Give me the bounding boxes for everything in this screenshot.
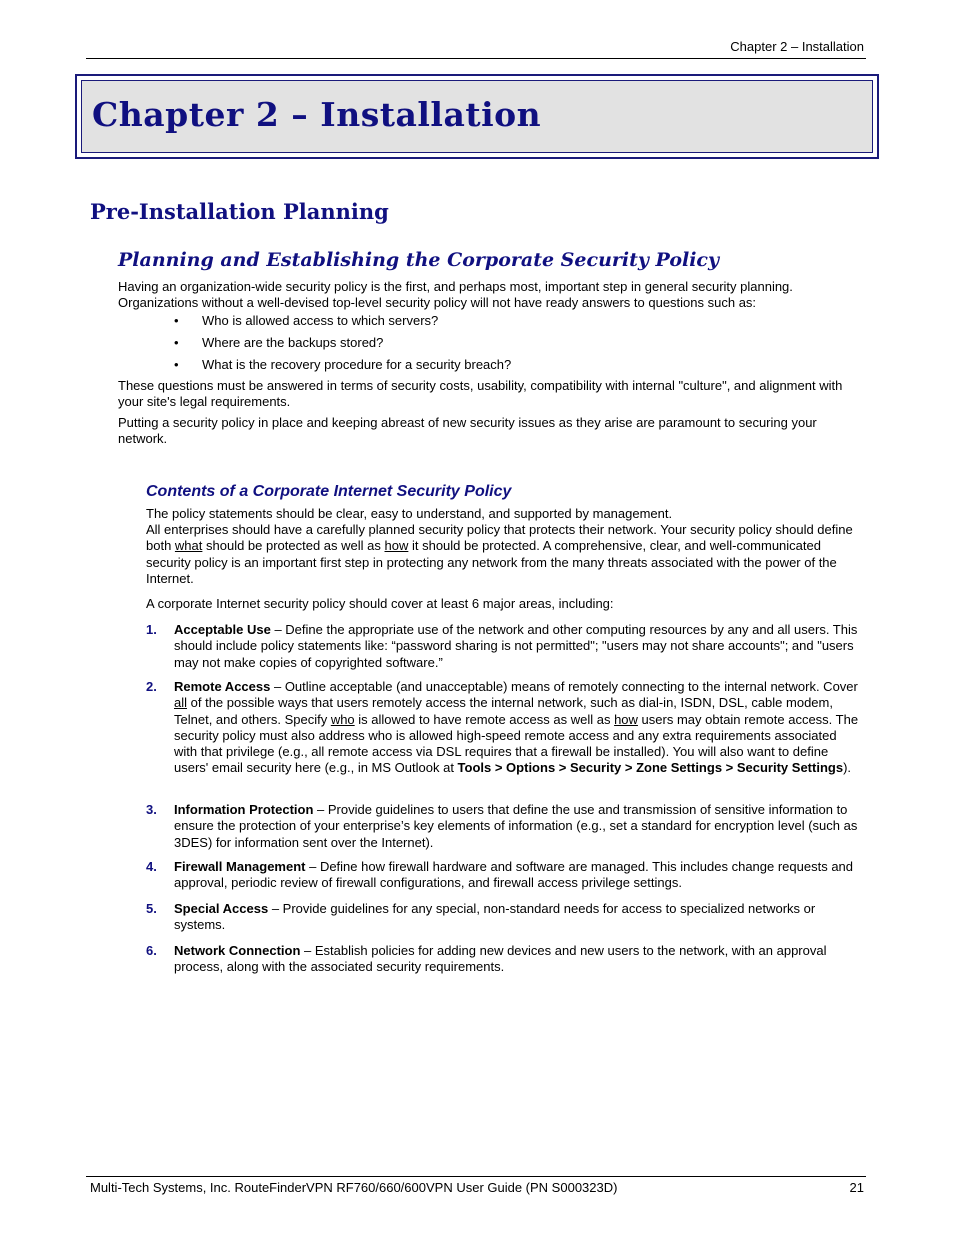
list-item: • What is the recovery procedure for a security breach? [174, 357, 512, 372]
section-heading: Pre-Installation Planning [90, 199, 389, 224]
list-item: • Where are the backups stored? [174, 335, 384, 350]
paragraph-questions: These questions must be answered in terms of security costs, usability, compatibility with internal "culture", and alignment with your site's legal requirements. [118, 378, 843, 410]
footer-rule [86, 1176, 866, 1177]
policy-item-acceptable-use: 1. Acceptable Use – Define the appropriate use of the network and other computing resources by any and all users. This should include policy statements like: “password sharing is not permitted"; "users may not share accounts"; and "users may not make copies of copyrighted software.” [146, 622, 858, 670]
policy-item-firewall-management: 4. Firewall Management – Define how firewall hardware and software are managed. This includes change requests and approval, periodic review of firewall configurations, and firewall access privilege settings. [146, 859, 854, 891]
contents-heading: Contents of a Corporate Internet Security Policy [146, 483, 512, 500]
bullet-icon: • [174, 335, 179, 350]
underlined-how: how [384, 538, 409, 554]
chapter-title-box [75, 74, 879, 159]
subsection-heading: Planning and Establishing the Corporate Security Policy [118, 249, 720, 271]
bullet-icon: • [174, 313, 179, 328]
bullet-icon: • [174, 357, 179, 372]
footer-text: Multi-Tech Systems, Inc. RouteFinderVPN RF760/660/600VPN User Guide (PN S000323D) [90, 1180, 618, 1195]
chapter-title: Chapter 2 – Installation [92, 95, 542, 134]
paragraph-policy: Putting a security policy in place and keeping abreast of new security issues as they arise are paramount to securing your network. [118, 415, 817, 447]
contents-paragraph: All enterprises should have a carefully planned security policy that protects their network. Your security policy should define both what should be protected as well as how it should be protected. A comprehensive, clear, and well-communicated security policy is an important first step in protecting any network from the many threats associated with the power of the Internet. [146, 522, 853, 586]
header-rule [86, 58, 866, 59]
question-list [174, 313, 511, 379]
contents-line1: The policy statements should be clear, easy to understand, and supported by management. [146, 506, 673, 521]
page-number: 21 [849, 1180, 864, 1195]
list-item: • Who is allowed access to which servers? [174, 313, 439, 328]
policy-item-network-connection: 6. Network Connection – Establish policies for adding new devices and new users to the network, with an approval process, along with the associated security requirements. [146, 943, 827, 975]
intro-paragraph: Having an organization-wide security policy is the first, and perhaps most, important step in general security planning. Organizations without a well-devised top-level security policy will not have ready answers to questions such as: [118, 279, 793, 311]
policy-item-remote-access: 2. Remote Access – Outline acceptable (and unacceptable) means of remotely connecting to the internal network. Cover all of the possible ways that users remotely access the internal network, such as dial-in, ISDN, DSL, cable modem, Telnet, and others. Specify who is allowed to have remote access as well as how users may obtain remote access. The security policy must also address who is allowed high-speed remote access and any extra requirements associated with that privilege (e.g., all remote access via DSL requires that a firewall be installed). You will also want to define users' email security here (e.g., in MS Outlook at Tools > Options > Security > Zone Settings > Security Settings). [146, 679, 859, 776]
policy-item-special-access: 5. Special Access – Provide guidelines for any special, non-standard needs for access to specialized networks or systems. [146, 901, 816, 933]
policy-item-information-protection: 3. Information Protection – Provide guidelines to users that define the use and transmission of sensitive information to ensure the protection of your enterprise’s key elements of information (e.g., set a standard for encryption level (such as 3DES) for information sent over the Internet). [146, 802, 858, 850]
areas-intro: A corporate Internet security policy should cover at least 6 major areas, including: [146, 596, 614, 611]
chapter-title-inner [81, 80, 873, 153]
underlined-what: what [174, 538, 203, 554]
running-header: Chapter 2 – Installation [730, 39, 864, 54]
